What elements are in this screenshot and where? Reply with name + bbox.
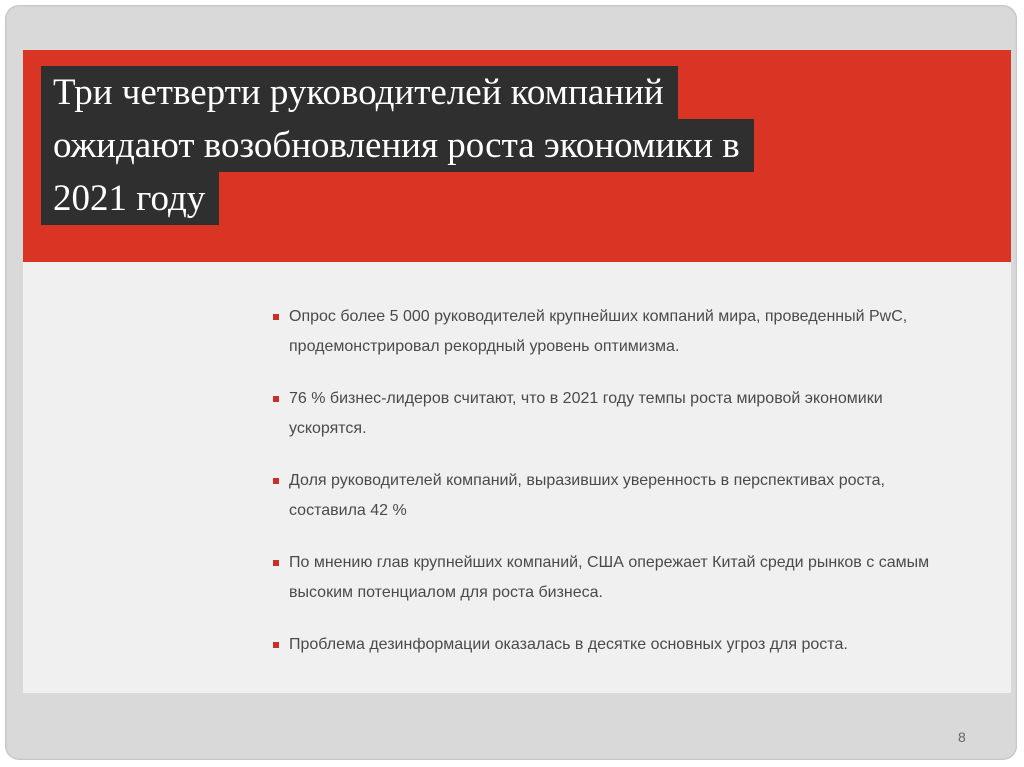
bullet-item — [273, 548, 993, 608]
slide — [23, 50, 1011, 693]
bullet-text-line: Опрос более 5 000 руководителей крупнейших компаний мира, проведенный PwC, — [289, 308, 908, 325]
bullet-text-line: высоким потенциалом для роста бизнеса. — [289, 584, 603, 601]
title-line: Три четверти руководителей компаний — [41, 66, 678, 119]
bullet-text-line: Проблема дезинформации оказалась в десятке основных угроз для роста. — [289, 636, 848, 653]
bullet-text-line: По мнению глав крупнейших компаний, США опережает Китай среди рынков с самым — [289, 554, 930, 571]
square-bullet-icon — [273, 396, 279, 402]
page-number: 8 — [958, 729, 966, 745]
bullet-text-line: ускорятся. — [289, 420, 367, 437]
bullet-list — [273, 302, 993, 682]
bullet-item — [273, 630, 993, 660]
bullet-text-line: 76 % бизнес-лидеров считают, что в 2021 году темпы роста мировой экономики — [289, 390, 883, 407]
presentation-frame — [5, 5, 1017, 760]
square-bullet-icon — [273, 478, 279, 484]
square-bullet-icon — [273, 314, 279, 320]
title-line: 2021 году — [41, 172, 219, 225]
bullet-item — [273, 466, 993, 526]
slide-title — [41, 66, 871, 225]
bullet-item — [273, 302, 993, 362]
bullet-item — [273, 384, 993, 444]
bullet-text-line: составила 42 % — [289, 502, 407, 519]
title-line: ожидают возобновления роста экономики в — [41, 119, 754, 172]
square-bullet-icon — [273, 642, 279, 648]
square-bullet-icon — [273, 560, 279, 566]
bullet-text-line: Доля руководителей компаний, выразивших уверенность в перспективах роста, — [289, 472, 885, 489]
title-banner — [23, 50, 1011, 262]
bullet-text-line: продемонстрировал рекордный уровень оптимизма. — [289, 338, 680, 355]
